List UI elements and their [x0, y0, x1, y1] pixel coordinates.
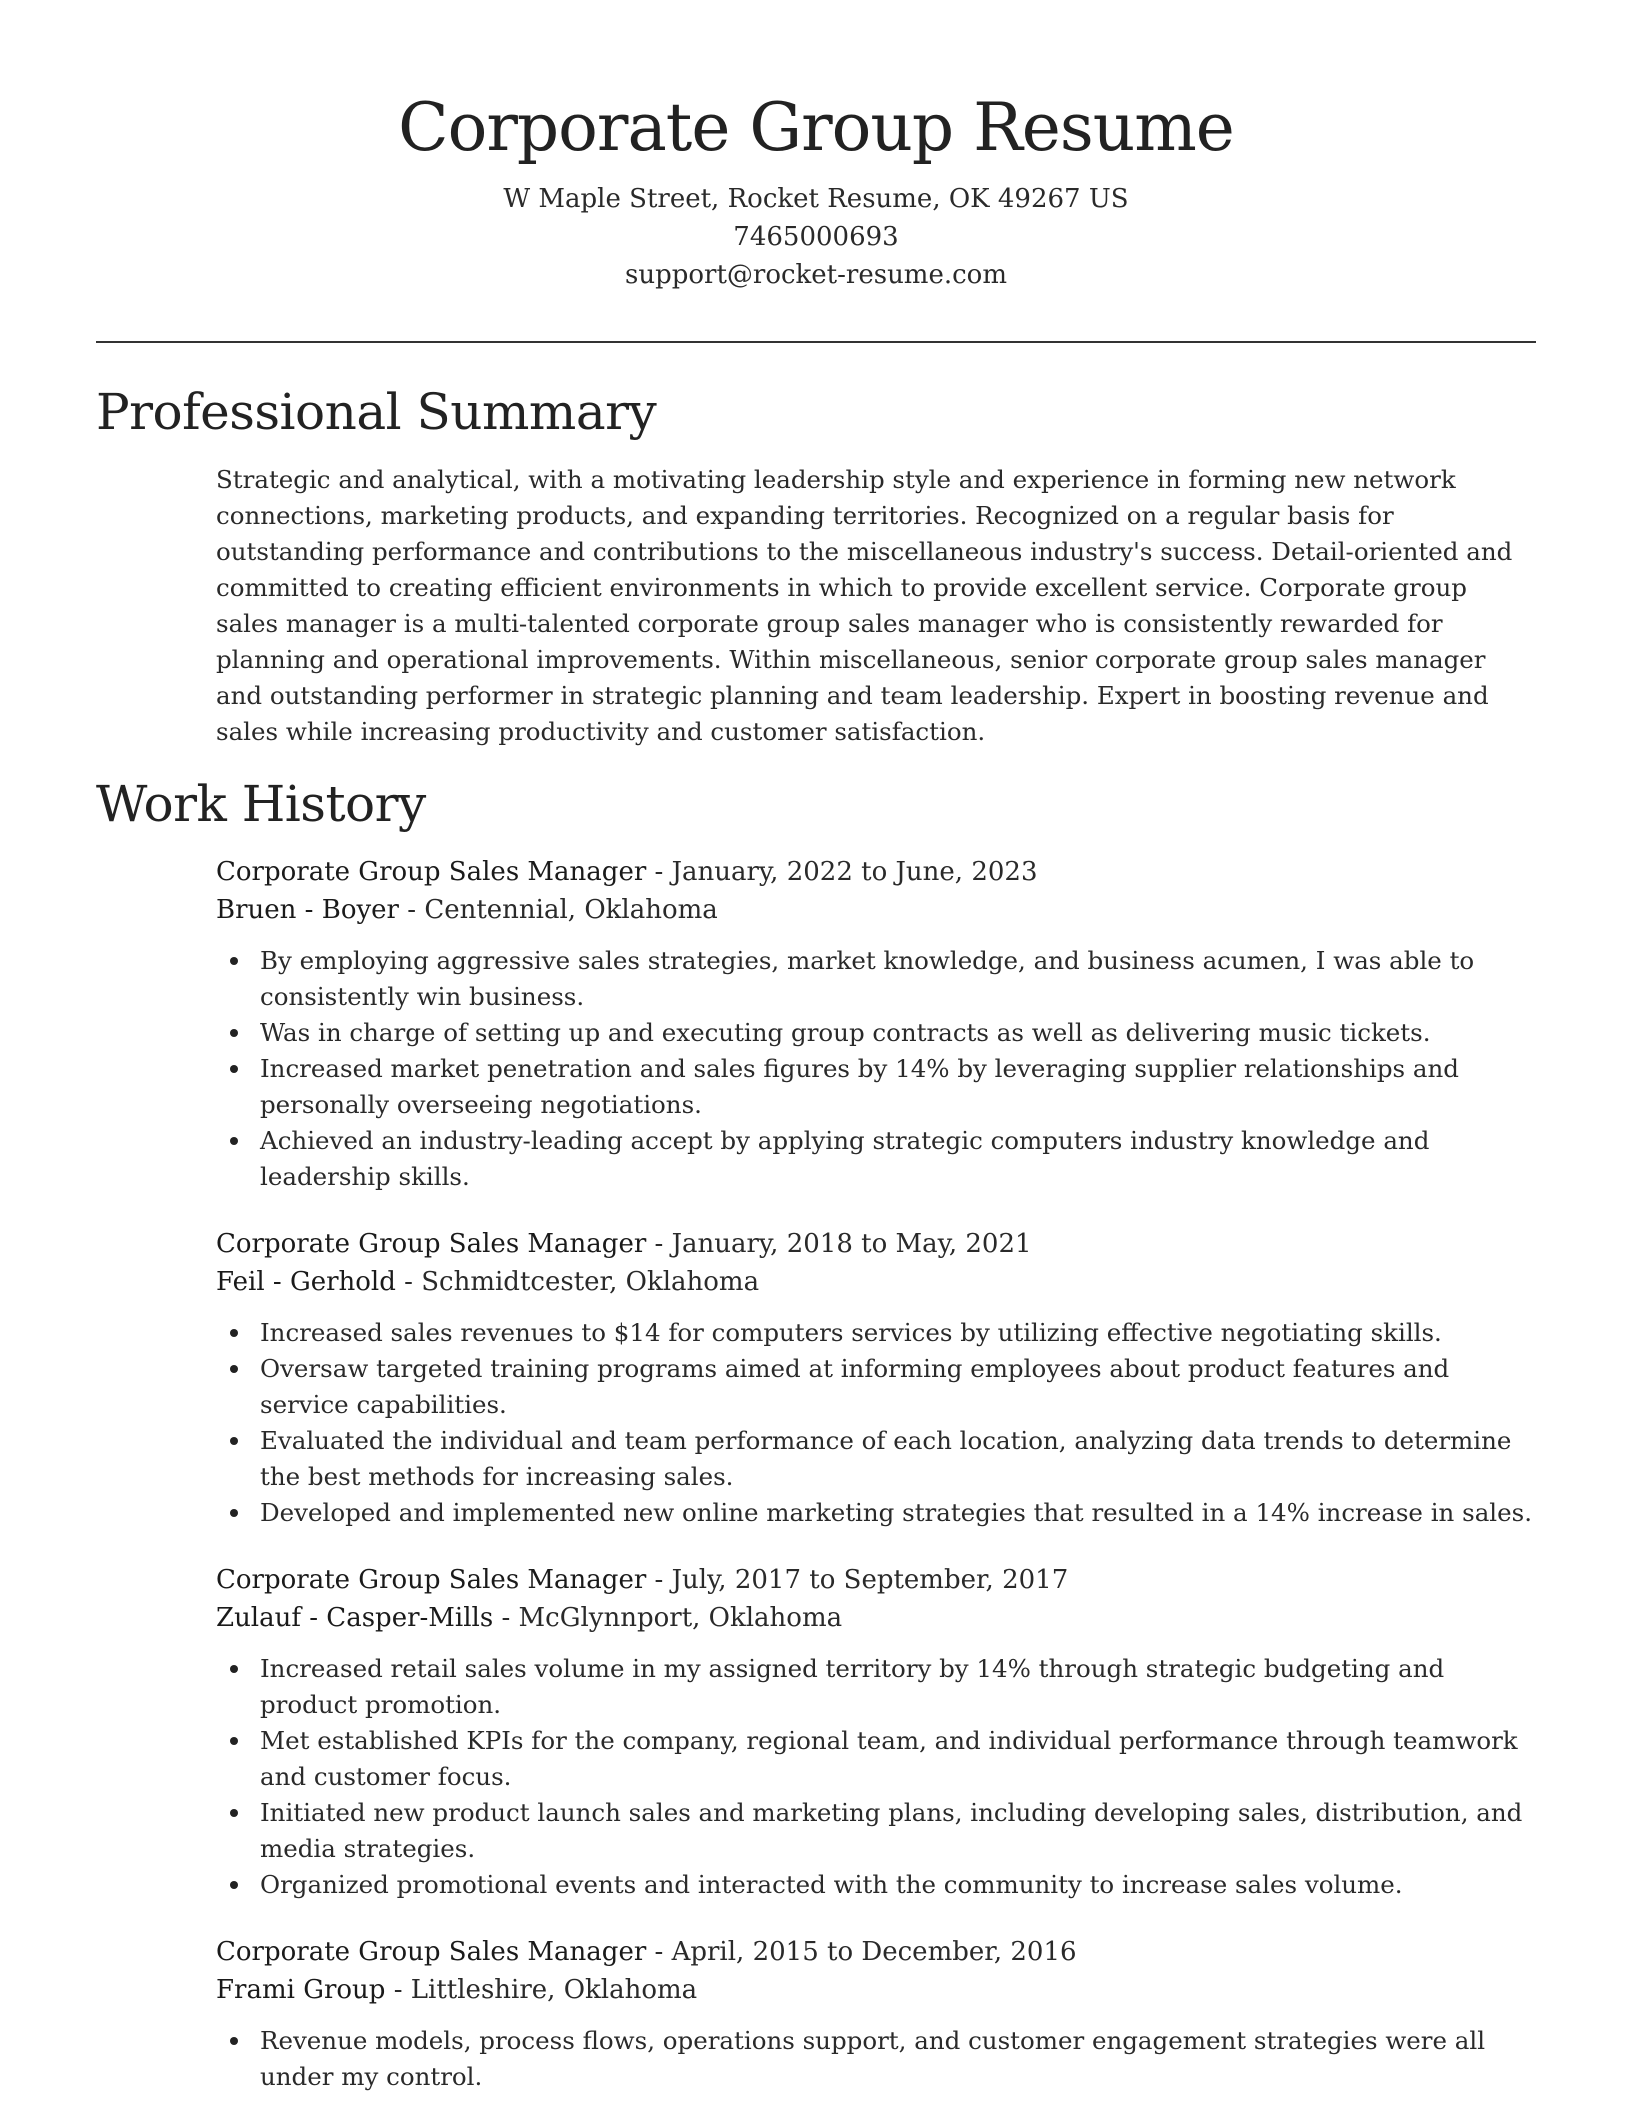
job-title-line: [216, 853, 1536, 891]
bullet-icon: [230, 1329, 238, 1337]
bullet-text: Increased market penetration and sales figures by 14% by leveraging supplier relationships and personally overseeing negotiations.: [260, 1054, 1459, 1119]
job-role: Corporate Group Sales Manager: [216, 857, 647, 887]
bullet-icon: [230, 2037, 238, 2045]
job-list: [216, 853, 1536, 2112]
bullet-text: Developed and implemented new online marketing strategies that resulted in a 14% increase in sales.: [260, 1498, 1532, 1527]
job-entry: [216, 1561, 1536, 1903]
job-dates: - July, 2017 to September, 2017: [646, 1565, 1069, 1595]
job-title-line: [216, 1933, 1536, 1971]
bullet-item: [216, 1051, 1536, 1123]
job-dates: - January, 2018 to May, 2021: [646, 1229, 1032, 1259]
bullet-item: [216, 1651, 1536, 1723]
bullet-item: [216, 1351, 1536, 1423]
bullet-icon: [230, 1509, 238, 1517]
bullet-text: Revenue models, process flows, operations support, and customer engagement strategies were all under my control.: [260, 2026, 1486, 2091]
job-bullets: [216, 1651, 1536, 1903]
job-company-line: [216, 891, 1536, 929]
job-company: Zulauf - Casper-Mills: [216, 1603, 494, 1633]
bullet-icon: [230, 1137, 238, 1145]
job-location: - Schmidtcester, Oklahoma: [395, 1267, 760, 1297]
job-title-line: [216, 1225, 1536, 1263]
bullet-text: Increased retail sales volume in my assigned territory by 14% through strategic budgeting and product promotion.: [260, 1654, 1445, 1719]
bullet-item: [216, 1867, 1536, 1903]
bullet-item: [216, 1495, 1536, 1531]
job-role: Corporate Group Sales Manager: [216, 1229, 647, 1259]
job-role: Corporate Group Sales Manager: [216, 1565, 647, 1595]
bullet-text: Met established KPIs for the company, regional team, and individual performance through teamwork and customer focus.: [260, 1726, 1518, 1791]
bullet-item: [216, 1123, 1536, 1195]
bullet-item: [216, 1423, 1536, 1495]
bullet-text: By employing aggressive sales strategies, market knowledge, and business acumen, I was able to consistently win business.: [260, 946, 1475, 1011]
bullet-item: [216, 1723, 1536, 1795]
job-company-line: [216, 1263, 1536, 1301]
resume-name: Corporate Group Resume: [398, 89, 1234, 166]
bullet-icon: [230, 957, 238, 965]
resume-header: [0, 0, 1632, 294]
job-title-line: [216, 1561, 1536, 1599]
bullet-text: Was in charge of setting up and executing group contracts as well as delivering music tickets.: [260, 1018, 1431, 1047]
bullet-icon: [230, 1365, 238, 1373]
job-role: Corporate Group Sales Manager: [216, 1937, 647, 1967]
bullet-icon: [230, 1029, 238, 1037]
job-location: - McGlynnport, Oklahoma: [493, 1603, 843, 1633]
summary-text: Strategic and analytical, with a motivating leadership style and experience in forming new network connections, marketing products, and expanding territories. Recognized on a regular basis for outstanding performance and contributions to the miscellaneous industry's success. Detail-oriented and committed to creating efficient environments in which to provide excellent service. Corporate group sales manager is a multi-talented corporate group sales manager who is consistently rewarded for planning and operational improvements. Within miscellaneous, senior corporate group sales manager and outstanding performer in strategic planning and team leadership. Expert in boosting revenue and sales while increasing productivity and customer satisfaction.: [216, 465, 1513, 746]
work-history-heading: Work History: [96, 775, 426, 833]
job-company: Feil - Gerhold: [216, 1267, 396, 1297]
job-company-line: [216, 1971, 1536, 2009]
bullet-icon: [230, 1881, 238, 1889]
bullet-icon: [230, 1737, 238, 1745]
summary-heading: Professional Summary: [96, 383, 657, 441]
job-company: Frami Group: [216, 1975, 386, 2005]
header-divider: [96, 341, 1536, 343]
job-location: - Littleshire, Oklahoma: [385, 1975, 698, 2005]
bullet-item: [216, 943, 1536, 1015]
bullet-icon: [230, 1437, 238, 1445]
job-location: - Centennial, Oklahoma: [399, 895, 718, 925]
bullet-text: Achieved an industry-leading accept by applying strategic computers industry knowledge and leadership skills.: [260, 1126, 1430, 1191]
bullet-text: Organized promotional events and interacted with the community to increase sales volume.: [260, 1870, 1403, 1899]
job-dates: - April, 2015 to December, 2016: [646, 1937, 1077, 1967]
bullet-text: Increased sales revenues to $14 for computers services by utilizing effective negotiating skills.: [260, 1318, 1442, 1347]
job-entry: [216, 1225, 1536, 1531]
bullet-item: [216, 1315, 1536, 1351]
contact-email: support@rocket-resume.com: [624, 260, 1007, 290]
bullet-text: Oversaw targeted training programs aimed at informing employees about product features and service capabilities.: [260, 1354, 1450, 1419]
contact-phone: 7465000693: [733, 222, 899, 252]
bullet-item: [216, 1795, 1536, 1867]
bullet-icon: [230, 1665, 238, 1673]
job-entry: [216, 1933, 1536, 2095]
job-entry: [216, 853, 1536, 1195]
job-dates: - January, 2022 to June, 2023: [646, 857, 1038, 887]
bullet-icon: [230, 1065, 238, 1073]
contact-block: [0, 180, 1632, 294]
job-company-line: [216, 1599, 1536, 1637]
job-bullets: [216, 2023, 1536, 2095]
job-bullets: [216, 1315, 1536, 1531]
bullet-text: Initiated new product launch sales and marketing plans, including developing sales, distribution, and media strategies.: [260, 1798, 1523, 1863]
bullet-item: [216, 2023, 1536, 2095]
bullet-item: [216, 1015, 1536, 1051]
bullet-icon: [230, 1809, 238, 1817]
contact-address: W Maple Street, Rocket Resume, OK 49267 US: [503, 184, 1129, 214]
job-company: Bruen - Boyer: [216, 895, 399, 925]
job-bullets: [216, 943, 1536, 1195]
bullet-text: Evaluated the individual and team performance of each location, analyzing data trends to determine the best methods for increasing sales.: [260, 1426, 1512, 1491]
